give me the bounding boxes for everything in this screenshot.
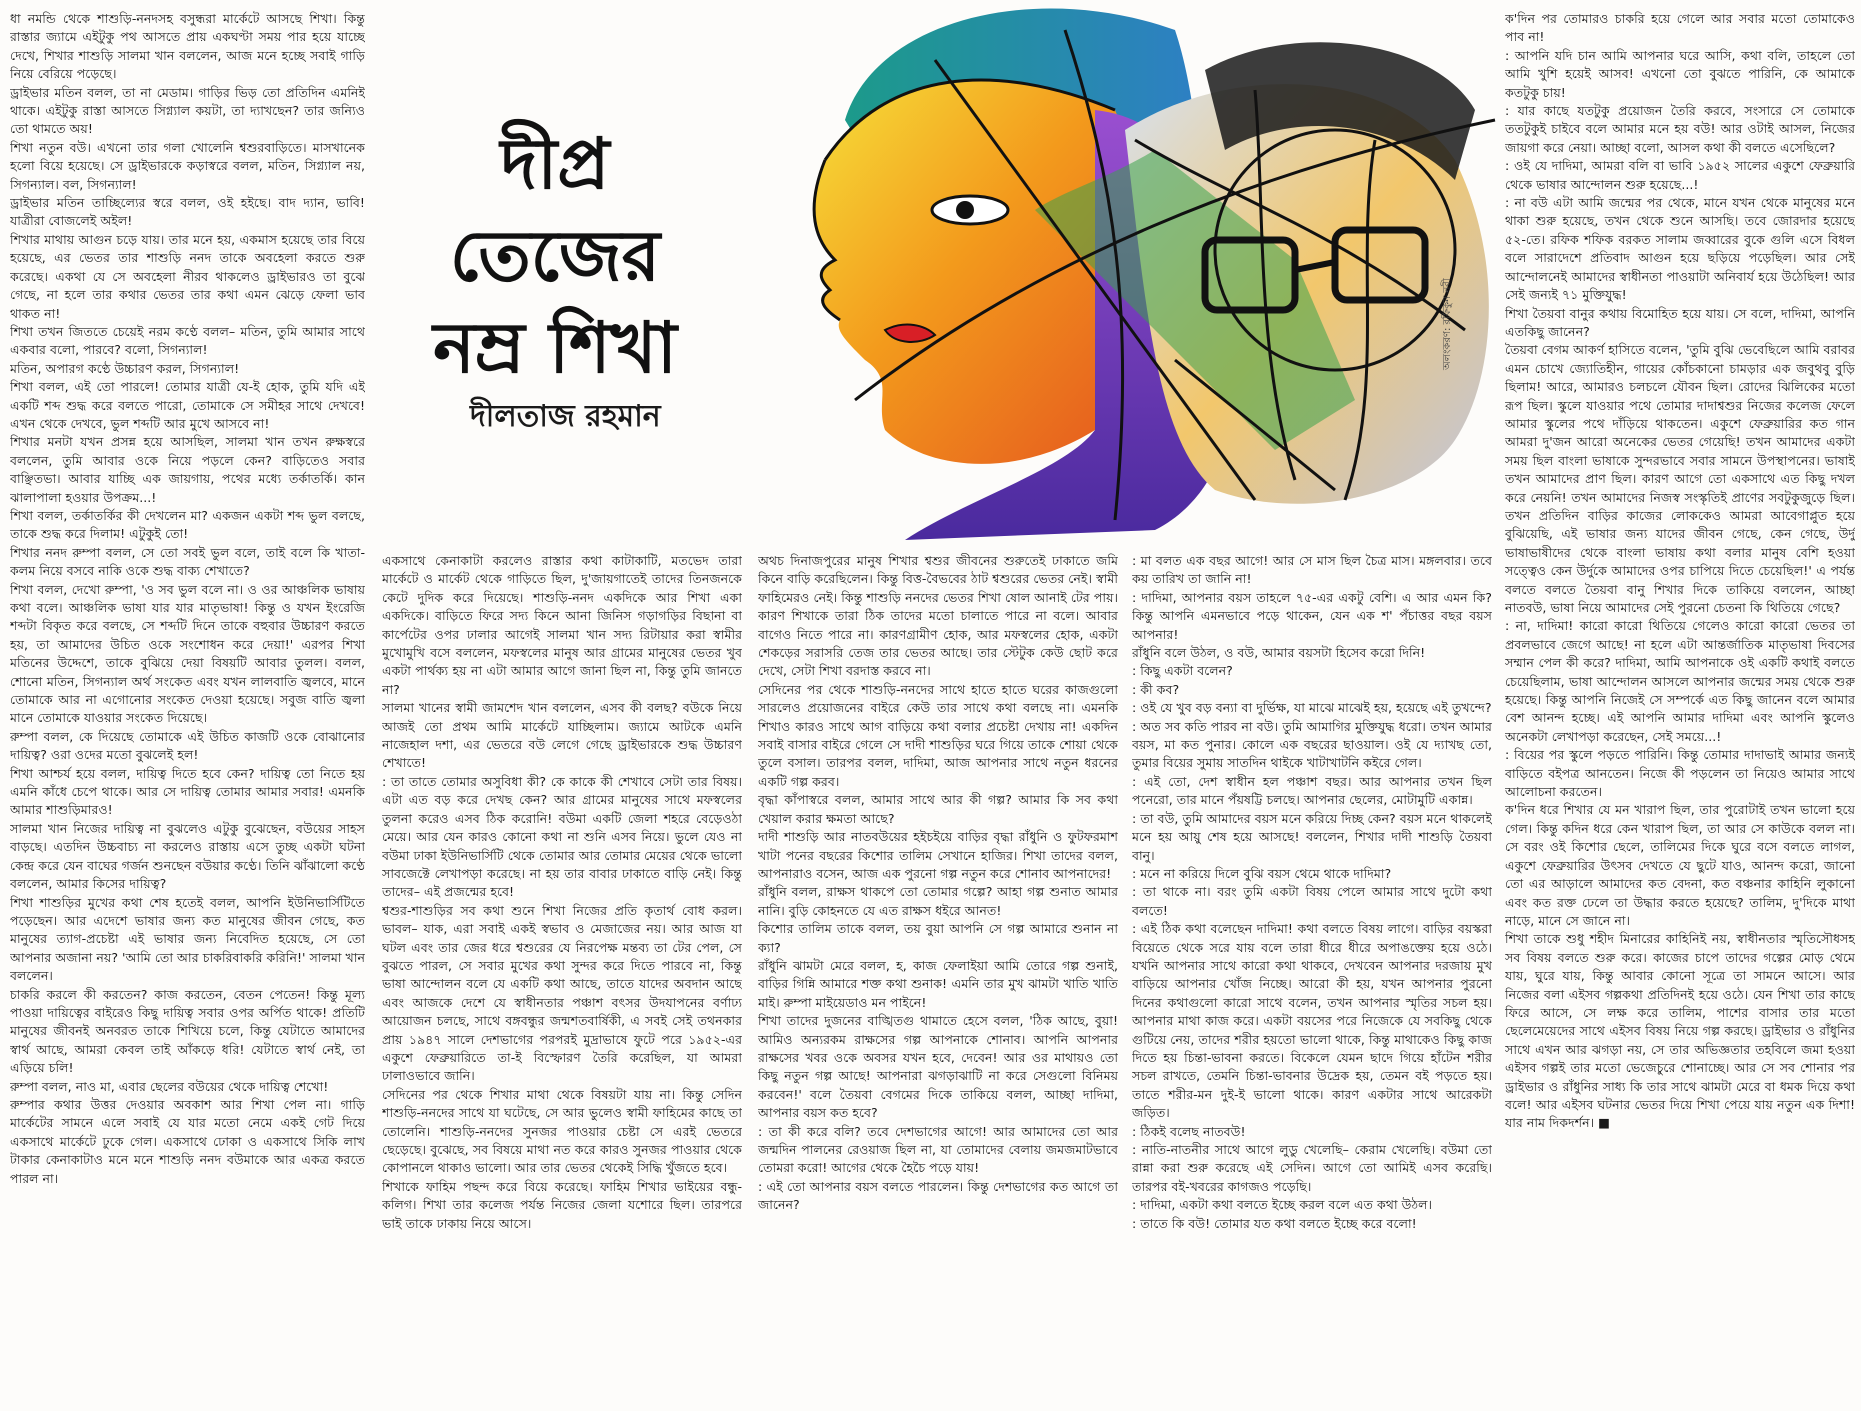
paragraph: : কিছু একটা বলেন? [1132,663,1233,679]
paragraph: : তা তাতে তোমার অসুবিধা কী? কে কাকে কী শেখাবে সেটা তার বিষয়। এটা এত বড় করে দেখছ কেন? আর গ্রামের মানুষের সাথে মফস্বলের তুলনা করেও এসব ঠিক করোনি! বউমা একটি জেলা শহরে বেড়েওঠা মেয়ে। আর যেন কারও কোনো কথা না শুনি এসব নিয়ে। ভুলে যেও না বউমা ঢাকা ইউনিভার্সিটি থেকে তোমার আর তোমার মেয়ের থেকে ভালো সাবজেক্টে লেখাপড়া করেছে। না হয় তার বাবার ঢাকাতে বাড়ি নেই। কিন্তু তাদের– এই প্রজন্মের হবে! [382,773,742,900]
paragraph: চাকরি করলে কী করতেন? কাজ করতেন, বেতন পেতেন! কিন্তু মূল্য পাওয়া দায়িত্বের বাইরেও কিছু দায়িত্ব সবার ওপর অর্পিত থাকে! প্রতিটি মানুষের জীবনই অনবরত তাকে শিখিয়ে চলে, কিন্তু যেটাতে আমাদের স্বার্থ আছে, আমরা কেবল তাই আঁকড়ে ধরি! যেটাতে স্বার্থ নেই, তা এড়িয়ে চলি! [10,986,365,1076]
title-line: তেজের [449,214,661,297]
paragraph: : এই তো, দেশ স্বাধীন হল পঞ্চাশ বছর। আর আপনার তখন ছিল পনেরো, তার মানে পঁয়ষট্টি চলছে। আপনার ছেলের, মোটামুটি একান্ন। [1132,773,1492,808]
paragraph: : ওই যে দাদিমা, আমরা বলি বা ভাবি ১৯৫২ সালের একুশে ফেব্রুয়ারি থেকে ভাষার আন্দোলন শুরু হয়েছে...! [1505,158,1855,192]
article-title [390,118,720,394]
paragraph: : মা বলত এক বছর আগে! আর সে মাস ছিল চৈত্র মাস। মঙ্গলবার। তবে কয় তারিখ তা জানি না! [1132,553,1492,587]
paragraph: : ওই যে খুব বড় বন্যা বা দুর্ভিক্ষ, যা মাঝে মাঝেই হয়, হয়েছে এই তুখন্দে? [1132,700,1492,716]
paragraph: শিখা আশ্চর্য হয়ে বলল, দায়িত্ব দিতে হবে কেন? দায়িত্ব তো নিতে হয় এমনি কাঁধে চেপে থাকে। আর সে দায়িত্ব তোমার আমার সবার! এমনকি আমার শাশুড়িমারও! [10,765,365,818]
paragraph: : না, দাদিমা! কারো কারো থিতিয়ে গেলেও কারো কারো ভেতর তা প্রবলভাবে জেগে আছে! না হলে এটা আন্তর্জাতিক মাতৃভাষা দিবসের সম্মান পেল কী করে? দাদিমা, আমি আপনাকে ওই একটি কথাই বলতে চেয়েছিলাম, ভাষা আন্দোলন আসলে আপনার জন্মের সময় থেকে শুরু হয়েছে। কিন্তু আপনি নিজেই সে সম্পর্কে এত কিছু জানেন বলে আমার বেশ আনন্দ হচ্ছে। এই আপনি আমার দাদিমা এবং আপনি স্কুলেও অনেকটা লেখাপড়া করেছেন, সেই সময়ে...! [1505,618,1855,744]
paragraph: শিখা শাশুড়ির মুখের কথা শেষ হতেই বলল, আপনি ইউনিভার্সিটিতে পড়েছেন। আর এদেশে ভাষার জন্য কত মানুষের জীবন গেছে, কত মানুষের ত্যাগ-প্রচেষ্টা এই ভাষার জন্য নিবেদিত হয়েছে, সে তো আপনার অজানা নয়? 'আমি তো আর চাকরিবাকরি করিনি!' সালমা খান বললেন। [10,894,365,984]
paragraph: মতিন, অপারগ কণ্ঠে উচ্চারণ করল, সিগন্যাল! [10,360,240,376]
paragraph: : তা বউ, তুমি আমাদের বয়স মনে করিয়ে দিচ্ছ কেন? বয়স মনে থাকলেই মনে হয় আয়ু শেষ হয়ে আসছে! বললেন, শিখার দাদী শাশুড়ি তৈয়বা বানু। [1132,810,1492,863]
article-illustration [735,0,1525,540]
paragraph: কিশোর তালিম তাকে বলল, তয় বুয়া আপনি সে গল্প আমারে শুনান না ক্যা? [758,921,1118,955]
paragraph: : নাতি-নাতনীর সাথে আগে লুডু খেলেছি– কেরাম খেলেছি। বউমা তো রান্না করা শুরু করেছে এই সেদিন। আগে তো আমিই এসব করেছি। তারপর বই-খবরের কাগজও পড়েছি। [1132,1142,1492,1194]
paragraph: শিখা বলল, দেখো রুম্পা, 'ও সব ভুল বলে না। ও ওর আঞ্চলিক ভাষায় কথা বলে। আঞ্চলিক ভাষা যার যার মাতৃভাষা! কিন্তু ও যখন ইংরেজি শব্দটা বিকৃত করে বলছে, সে শব্দটি দিনে তাকে বহুবার উচ্চারণ করতে হয়, তা আমাদের উচিত ওকে সংশোধন করে দেয়া!' এরপর শিখা মতিনের উদ্দেশে, তাকে বুঝিয়ে দেয়া বিষয়টি আবার তুলল। বলল, শোনো মতিন, সিগন্যাল অর্থ সংকেত এবং যখন লালবাতি জ্বলবে, মানে তোমাকে আর না এগোনোর সংকেত দেওয়া হয়েছে। সবুজ বাতি জ্বলা মানে তোমাকে যাওয়ার সংকেত দিয়েছে। [10,581,365,726]
paragraph: রুম্পার কথার উত্তর দেওয়ার অবকাশ আর শিখা পেল না। গাড়ি মার্কেটের সামনে এলে সবাই যে যার মতো নেমে একই গেট দিয়ে একসাথে মার্কেটে ঢুকে গেল। একসাথে ঢোকা ও একসাথে সিকি লাখ টাকার কেনাকাটাও মনে মনে শাশুড়ি ননদ বউমাকে আর একত্র করতে পারল না। [10,1096,365,1186]
paragraph: : দাদিমা, একটা কথা বলতে ইচ্ছে করল বলে এত কথা উঠল। [1132,1197,1433,1213]
paragraph: তৈয়বা বেগম আকর্ণ হাসিতে বলেন, 'তুমি বুঝি ভেবেছিলে আমি বরাবর এমন চোখে জ্যোতিহীন, গায়ের কোঁচকানো চামড়ার এক জবুথবু বুড়ি ছিলাম! আরে, আমারও চলচলে যৌবন ছিল। রোদের ঝিলিকের মতো রূপ ছিল। স্কুলে যাওয়ার পথে তোমার দাদাশ্বশুর নিজের কলেজ ফেলে আমার স্কুলের পথে দাঁড়িয়ে থাকতেন। একুশে ফেব্রুয়ারির কত গান আমরা দু'জন আরো অনেকের ভেতর গেয়েছি! তখন আমাদের একটা সময় ছিল বাংলা ভাষাকে সুন্দরভাবে সবার সামনে উপস্থাপনের। ভাষাই তখন আমাদের প্রাণ ছিল। কারণ আগে তো একসাথে এত কিছু দখল করে নেয়নি! তখন আমাদের নিজস্ব সংস্কৃতিই প্রাণের সবটুকুজুড়ে ছিল। তখন প্রতিদিন বাড়ির কাজের লোককেও আমরা আবেগাপ্লুত হয়ে বুঝিয়েছি, এই ভাষার জন্য যাদের জীবন গেছে, কেন গেছে, উর্দু ভাষাভাষীদের থেকে বাংলা ভাষায় কথা বলার মানুষ বেশি হওয়া সত্ত্বেও কেন উর্দুকে আমাদের ওপর চাপিয়ে দিতে চেয়েছিল!' এ পর্যন্ত বলতে বলতে তৈয়বা বানু শিখার দিকে তাকিয়ে বললেন, আচ্ছা নাতবউ, ভাষা নিয়ে আমাদের সেই পুরনো চেতনা কি থিতিয়ে গেছে? [1505,342,1855,615]
paragraph: রাঁধুনি বলে উঠল, ও বউ, আমার বয়সটা হিসেব করো দিনি! [1132,645,1426,661]
paragraph: রাঁধুনি ঝামটা মেরে বলল, হ, কাজ ফেলাইয়া আমি তোরে গল্প শুনাই, বাড়ির গিন্নি আমারে শক্ত কথা শুনাক! এমনি তার মুখ ঝামটা খাতি খাতি মাই। রুম্পা মাইয়েডাও মন পাইনে! [758,957,1118,1010]
paragraph: : যার কাছে যতটুকু প্রয়োজন তৈরি করবে, সংসারে সে তোমাকে ততটুকুই চাইবে বলে আমার মনে হয় বউ! আর ওটাই আসল, নিজের জায়গা করে নেয়া। আচ্ছা বলো, আসল কথা কী বলতে এসেছিলে? [1505,103,1855,155]
article-column-3 [758,552,1118,1405]
title-line: দীপ্র [500,122,610,205]
paragraph: শিখার মনটা যখন প্রসন্ন হয়ে আসছিল, সালমা খান তখন রুক্ষস্বরে বললেন, তুমি আবার ওকে নিয়ে পড়লে কেন? বাড়িতেও সবার বাঞ্ছিতভা। আবার যাচ্ছি এক জায়গায়, পথের মধ্যে তর্কাতর্কি। কান ঝালাপালা হওয়ার উপক্রম...! [10,434,365,505]
paragraph: রাঁধুনি বলল, রাক্ষস থাকপে তো তোমার গল্পে? আহা গল্প শুনাত আমার নানি। বুড়ি কোহনতে যে এত রাক্ষস ধইরে আনত! [758,884,1118,918]
paragraph: : আপনি যদি চান আমি আপনার ঘরে আসি, কথা বলি, তাহলে তো আমি খুশি হয়েই আসব! এখনো তো বুঝতে পারিনি, কে আমাকে কতটুকু চায়! [1505,47,1855,100]
paragraph: ড্রাইভার মতিন তাচ্ছিল্যের স্বরে বলল, ওই হইছে। বাদ দ্যান, ভাবি! যাত্রীরা বোজলেই অইল! [10,195,365,229]
paragraph: : এই ঠিক কথা বলেছেন দাদিমা! কথা বলতে বিষয় লাগে। বাড়ির বয়স্করা বিয়েতে থেকে সরে যায় বলে তারা ধীরে ধীরে অপাঙক্তেয় হয়ে ওঠে। যখনি আপনার সাথে কারো কথা থাকবে, দেখবেন আপনার দরজায় মুখ বাড়িয়ে আপনার খোঁজ নিচ্ছে। আরো কী হয়, যখন আপনার পুরনো দিনের কথাগুলো কারো সাথে বলেন, তখন আপনার স্মৃতির সচল হয়। আপনার মাথা কাজ করে। একটা বয়সের পরে নিজেকে যে সবকিছু থেকে গুটিয়ে নেয়, তাদের শরীর হয়তো ভালো থাকে, কিন্তু মাথাকেও কিছু কাজ দিতে হয় চিন্তা-ভাবনা করতে। বিকেলে যেমন ছাদে গিয়ে হাঁটেন শরীর সচল রাখতে, তেমনি চিন্তা-ভাবনার উদ্রেক হয়, তেমন বই পড়তে হয়। তাতে শরীর-মন দুই-ই ভালো থাকে। কারণ একটার সাথে আরেকটা জড়িত। [1132,921,1492,1121]
paragraph: : এই তো আপনার বয়স বলতে পারলেন। কিন্তু দেশভাগের কত আগে তা জানেন? [758,1178,1118,1213]
paragraph: বৃদ্ধা কাঁপাস্বরে বলল, আমার সাথে আর কী গল্প? আমার কি সব কথা খেয়াল করার ক্ষমতা আছে? [758,792,1118,826]
paragraph: সালমা খান নিজের দায়িত্ব না বুঝলেও এটুকু বুঝেছেন, বউয়ের সাহস বাড়ছে। এতদিন উচ্চবাচ্য না করলেও রাস্তায় এসে তুচ্ছ একটা ঘটনা কেন্দ্র করে যেন বাঘের গর্জন শুনছেন বউয়ার কণ্ঠে। তিনি ঝাঁঝালো কণ্ঠে বললেন, আমার কিসের দায়িত্ব? [10,820,365,892]
article-column-2 [382,552,742,1405]
paragraph: : দাদিমা, আপনার বয়স তাহলে ৭৫-এর একটু বেশি। এ আর এমন কি? কিন্তু আপনি এমনভাবে পড়ে থাকেন, যেন এক শ' পঁচাত্তর বছর বয়স আপনার! [1132,589,1492,642]
paragraph: শিখা তখন জিততে চেয়েই নরম কণ্ঠে বলল– মতিন, তুমি আমার সাথে একবার বলো, পারবে? বলো, সিগন্যাল! [10,323,365,358]
paragraph: শিখার মাথায় আগুন চড়ে যায়। তার মনে হয়, একমাস হয়েছে তার বিয়ে হয়েছে, এর ভেতর তার শাশুড়ি ননদ তাকে অবহেলা করতে শুরু করেছে। একথা যে সে অবহেলা নীরব থাকলেও ড্রাইভারও তা বুঝে গেছে, না হলে তার কথার ভেতর তার কথা এমন ঝেড়ে ফেলা ভাব থাকত না! [10,231,365,321]
paragraph: রুম্পা বলল, কে দিয়েছে তোমাকে এই উচিত কাজটি ওকে বোঝানোর দায়িত্ব? ওরা ওদের মতো বুঝলেই হল! [10,728,365,763]
paragraph: সেদিনের পর থেকে শাশুড়ি-ননদের সাথে হাতে হাতে ঘরের কাজগুলো সারলেও প্রয়োজনের বাইরে কেউ তার সাথে কথা বলছে না। এমনকি শিখাও কারও সাথে আগ বাড়িয়ে কথা বলার প্রচেষ্টা দেখায় না! একদিন সবাই বাসার বাইরে গেলে সে দাদী শাশুড়ির ঘরে গিয়ে তাকে শোয়া থেকে তুলে বসাল। তারপর বলল, দাদিমা, আজ আপনার সাথে নতুন ধরনের একটি গল্প করব। [758,681,1118,789]
paragraph: রুম্পা বলল, নাও মা, এবার ছেলের বউয়ের থেকে দায়িত্ব শেখো! [10,1078,329,1094]
paragraph: ক'দিন ধরে শিখার যে মন খারাপ ছিল, তার পুরোটাই তখন ভালো হয়ে গেল। কিন্তু কদিন ধরে কেন খারাপ ছিল, তা আর সে কাউকে বলল না। সে বরং ওই কিশোর ছেলে, তালিমের দিকে ঘুরে বসে বলতে লাগল, একুশে ফেব্রুয়ারির উৎসব দেখতে যে ছুটে যাও, আনন্দ করো, জানো তো এর আড়ালে আমাদের কত বেদনা, কত বঞ্চনার কাহিনি লুকানো এবং কত রক্ত ঢেলে তা উদ্ধার করতে হয়েছে? তালিম, দু'দিকে মাথা নাড়ে, মানে সে জানে না। [1505,802,1855,928]
paragraph: শিখা তাকে শুধু শহীদ মিনারের কাহিনিই নয়, স্বাধীনতার স্মৃতিসৌধসহ সব বিষয় বলতে শুরু করে। কাজের চাপে তাদের গল্পের মোড় থেমে যায়, ঘুরে যায়, কিন্তু আবার কোনো সূত্রে তা সামনে আসে। আর নিজের বলা এইসব গল্পকথা প্রতিদিনই হয়ে ওঠে। যেন শিখা তার কাছে ফিরে আসে, সে লক্ষ করে তালিম, পাশের বাসার তার মতো ছেলেমেয়েদের সাথে এইসব বিষয় নিয়ে গল্প করছে। ড্রাইভার ও রাঁধুনির সাথে এখন আর ঝগড়া নয়, সে তার অভিজ্ঞতার তহবিলে জমা হওয়া এইসব গল্পই তার মতো ভেজেচুরে শোনাচ্ছে। আর সে সব শোনার পর ড্রাইভার ও রাঁধুনির সাধ্য কি তার সাথে ঝামটা মেরে বা ধমক দিয়ে কথা বলে! আর এইসব ঘটনার ভেতর দিয়ে শিখা পেয়ে যায় নতুন এক দিশা! যার নাম দিকদর্শন। ■ [1505,931,1855,1131]
paragraph: : তা থাকে না। বরং তুমি একটা বিষয় পেলে আমার সাথে দুটো কথা বলতে! [1132,884,1492,918]
paragraph: শিখাকে ফাহিম পছন্দ করে বিয়ে করেছে। ফাহিম শিখার ভাইয়ের বন্ধু-কলিগ। শিখা তার কলেজ পর্যন্ত নিজের জেলা যশোরে ছিল। তারপরে ভাই তাকে ঢাকায় নিয়ে আসে। [382,1178,742,1231]
paragraph: : কী কব? [1132,681,1180,697]
article-column-5 [1505,10,1855,1405]
article-column-1 [10,10,365,1405]
paragraph: : অত সব কতি পারব না বউ। তুমি আমাগির মুক্তিযুদ্ধ ধরো। তখন আমার বয়স, মা কত পুনার। কোলে এক বছরের ছাওয়াল। ওই যে দ্যাখছ তো, তুমার বিয়ের সুমায় সাতদিন থাইকে খাটাখাটনি কইরে গেল। [1132,718,1492,771]
paragraph: শিখা তাদের দুজনের বাঙ্খিতগু থামাতে হেসে বলল, 'ঠিক আছে, বুয়া! আমিও অন্যরকম রাক্ষসের গল্প আপনাকে শোনাব। আপনি আপনার রাক্ষসের খবর ওকে অবসর যখন হবে, দেবেন! আর ওর মাথায়ও তো কিছু নতুন গল্প আছে! আপনারা ঝগড়াঝাটি না করে সেগুলো বিনিময় করবেন!' বলে তৈয়বা বেগমের দিকে তাকিয়ে বলল, আচ্ছা দাদিমা, আপনার বয়স কত হবে? [758,1013,1118,1121]
paragraph: : মনে না করিয়ে দিলে বুঝি বয়স থেমে থাকে দাদিমা? [1132,865,1392,881]
paragraph: ধা নমন্ডি থেকে শাশুড়ি-ননদসহ বসুন্ধরা মার্কেটে আসছে শিখা। কিন্তু রাস্তার জ্যামে এইটুকু পথ আসতে প্রায় একঘণ্টা সময় পার হয়ে যাচ্ছে দেখে, শিখার শাশুড়ি সালমা খান বললেন, আজ মনে হচ্ছে সবাই গাড়ি নিয়ে বেরিয়ে পড়েছে। [10,11,365,82]
paragraph: সেদিনের পর থেকে শিখার মাথা থেকে বিষয়টা যায় না। কিন্তু সেদিন শাশুড়ি-ননদের সাথে যা ঘটেছে, সে আর ভুলেও স্বামী ফাহিমের কাছে তা তোলেনি। শাশুড়ি-ননদের সুনজর পাওয়ার চেষ্টা সে এরই ভেতরে ছেড়েছে। বুঝেছে, সব বিষয়ে মাথা নত করে কারও সুনজর পাওয়ার থেকে কোপানলে থাকাও ভালো। আর তার ভেতর থেকেই সিদ্ধি খুঁজতে হবে। [382,1086,742,1176]
paragraph: শ্বশুর-শাশুড়ির সব কথা শুনে শিখা নিজের প্রতি কৃতার্থ বোধ করল। ভাবল– যাক, এরা সবাই একই স্বভাব ও মেজাজের নয়। আর আজ যা ঘটল এবং তার জের ধরে শ্বশুরের যে নিরপেক্ষ মন্তব্য তা টের পেল, সে বুঝতে পারল, সে সবার মুখের কথা সুন্দর করে দিতে পারবে না, কিন্তু ভাষা আন্দোলন বলে যে একটি কথা আছে, তাতে যাদের অবদান আছে এবং আজকে দেশে যে স্বাধীনতার পঞ্চাশ বৎসর উদযাপনের বর্ণাঢ্য আয়োজন চলছে, সাথে বঙ্গবন্ধুর জন্মশতবার্ষিকী, এ সবই সেই তথনকার প্রায় ১৯৪৭ সালে দেশভাগের পরপরই মুদ্রাভাষে ফুটে পরে ১৯৫২-এর একুশে ফেব্রুয়ারিতে তা-ই বিস্ফোরণ তৈরি করেছিল, যা আমরা ঢালাওভাবে জানি। [382,902,742,1084]
paragraph: : তাতে কি বউ! তোমার যত কথা বলতে ইচ্ছে করে বলো! [1132,1215,1417,1231]
illustration-credit: অলংকরণ: রফিকুন নবী [1442,278,1453,370]
paragraph: ড্রাইভার মতিন বলল, তা না মেডাম। গাড়ির ভিড় তো প্রতিদিন এমনিই থাকে। এইটুকু রাস্তা আসতে সিগ্ন্যাল কয়টা, তা দ্যাখছেন? তার জন্যিও তো থামতে অয়! [10,84,365,137]
paragraph: ক'দিন পর তোমারও চাকরি হয়ে গেলে আর সবার মতো তোমাকেও পাব না! [1505,11,1855,45]
paragraph: সালমা খানের স্বামী জামশেদ খান বললেন, এসব কী বলছ? বউকে নিয়ে আজই তো প্রথম আমি মার্কেটে যাচ্ছিলাম। জ্যামে আটকে এমনি নাজেহাল দশা, এর ভেতরে বউ লেগে গেছে ড্রাইভারকে শুদ্ধ উচ্চারণ শেখাতে! [382,700,742,771]
paragraph: : বিয়ের পর স্কুলে পড়তে পারিনি। কিন্তু তোমার দাদাভাই আমার জন্যই বাড়িতে বইপত্র আনতেন। নিজে কী পড়লেন তা নিয়েও আমার সাথে আলোচনা করতেন। [1505,747,1855,800]
paragraph: একসাথে কেনাকাটা করলেও রাস্তার কথা কাটাকাটি, মতভেদ তারা মার্কেটে ও মার্কেট থেকে গাড়িতে ছিল, দু'জায়গাতেই তাদের তিনজনকে কেটে দুদিক করে দিয়েছে। শাশুড়ি-ননদ একদিকে আর শিখা একা একদিকে। বাড়িতে ফিরে সদ্য কিনে আনা জিনিস গড়াগড়ির বিছানা বা কার্পেটের ওপর ঢালার আগেই সালমা খান সদ্য রিটায়ার করা স্বামীর মুখোমুখি বসে বললেন, মফস্বলের মানুষ আর গ্রামের মানুষের ভেতর খুব একটা পার্থক্য হয় না এটা আমার আগে জানা ছিল না, কিন্তু তুমি জানতে না? [382,553,742,697]
paragraph: শিখার ননদ রুম্পা বলল, সে তো সবই ভুল বলে, তাই বলে কি খাতা-কলম নিয়ে বসবে নাকি ওকে শুদ্ধ বাক্য শেখাতে? [10,544,365,579]
paragraph: শিখা তৈয়বা বানুর কথায় বিমোহিত হয়ে যায়। সে বলে, দাদিমা, আপনি এতকিছু জানেন? [1505,305,1855,339]
paragraph: শিখা নতুন বউ। এখনো তার গলা খোলেনি শ্বশুরবাড়িতে। মাসখানেক হলো বিয়ে হয়েছে। সে ড্রাইভারকে কড়াস্বরে বলল, মতিন, সিগ্ন্যাল নয়, সিগন্যাল। বল, সিগন্যাল! [10,139,365,192]
paragraph: : না বউ এটা আমি জন্মের পর থেকে, মানে যখন থেকে মানুষের মনে থাকা শুরু হয়েছে, তখন থেকে শুনে আসছি। তবে জোরদার হয়েছে ৫২-তে। রফিক শফিক বরকত সালাম জব্বারের বুকে গুলি এসে বিধল বলে সারাদেশে প্রতিবাদ আগুন হয়ে ছড়িয়ে পড়েছিল। আর সেই আন্দোলনেই আমাদের স্বাধীনতা পাওয়াটা অনিবার্য হয়ে উঠেছিল! আর সেই জন্যই ৭১ মুক্তিযুদ্ধ! [1505,195,1855,303]
paragraph: দাদী শাশুড়ি আর নাতবউয়ের হইচইয়ে বাড়ির বৃদ্ধা রাঁধুনি ও ফুটফরমাশ খাটা পনের বছরের কিশোর তালিম সেখানে হাজির। শিখা তাদের বলল, আপনারাও বসেন, আজ এক পুরনো গল্প নতুন করে শোনাব আপনাদের! [758,829,1118,881]
author-byline: দীলতাজ রহমান [470,399,661,434]
paragraph: : ঠিকই বলেছ নাতবউ! [1132,1123,1246,1139]
title-line: নম্র শিখা [433,306,677,389]
paragraph: শিখা বলল, তর্কাতর্কির কী দেখলেন মা? একজন একটা শব্দ ভুল বলছে, তাকে শুদ্ধ করে দিলাম! এটুকুই তো! [10,507,365,542]
paragraph: অথচ দিনাজপুরের মানুষ শিখার শ্বশুর জীবনের শুরুতেই ঢাকাতে জমি কিনে বাড়ি করেছিলেন। কিন্তু বিত্ত-বৈভবের ঠাট শ্বশুরের ভেতর নেই। স্বামী ফাহিমেরও নেই। কিন্তু শাশুড়ি ননদের ভেতর শিখা ষোল আনাই টের পায়। কারণ শিখাকে তারা ঠিক তাদের মতো চালাতে পারে না বলে। আবার বাগেও নিতে পারে না। কারণগ্রামীণ হোক, আর মফস্বলের হোক, একটা শেকড়ের সরাসরি তেজ তার ভেতর আছে। তার স্টেটুক কেউ ছোট করে দেখে, সেটা শিখা বরদাস্ত করবে না। [758,553,1118,679]
paragraph: শিখা বলল, এই তো পারলে! তোমার যাত্রী যে-ই হোক, তুমি যদি এই একটি শব্দ শুদ্ধ করে বলতে পারো, তোমাকে সে সমীহর সাথে দেখবে! এখন থেকে দেখবে, ভুল শব্দটি আর মুখে আসবে না! [10,379,365,431]
paragraph: : তা কী করে বলি? তবে দেশভাগের আগে! আর আমাদের তো আর জন্মদিন পালনের রেওয়াজ ছিল না, যা তোমাদের বেলায় জমজমাটভাবে তোমরা করো! আগের থেকে হৈচৈ পড়ে যায়! [758,1123,1118,1176]
article-column-4 [1132,552,1492,1405]
